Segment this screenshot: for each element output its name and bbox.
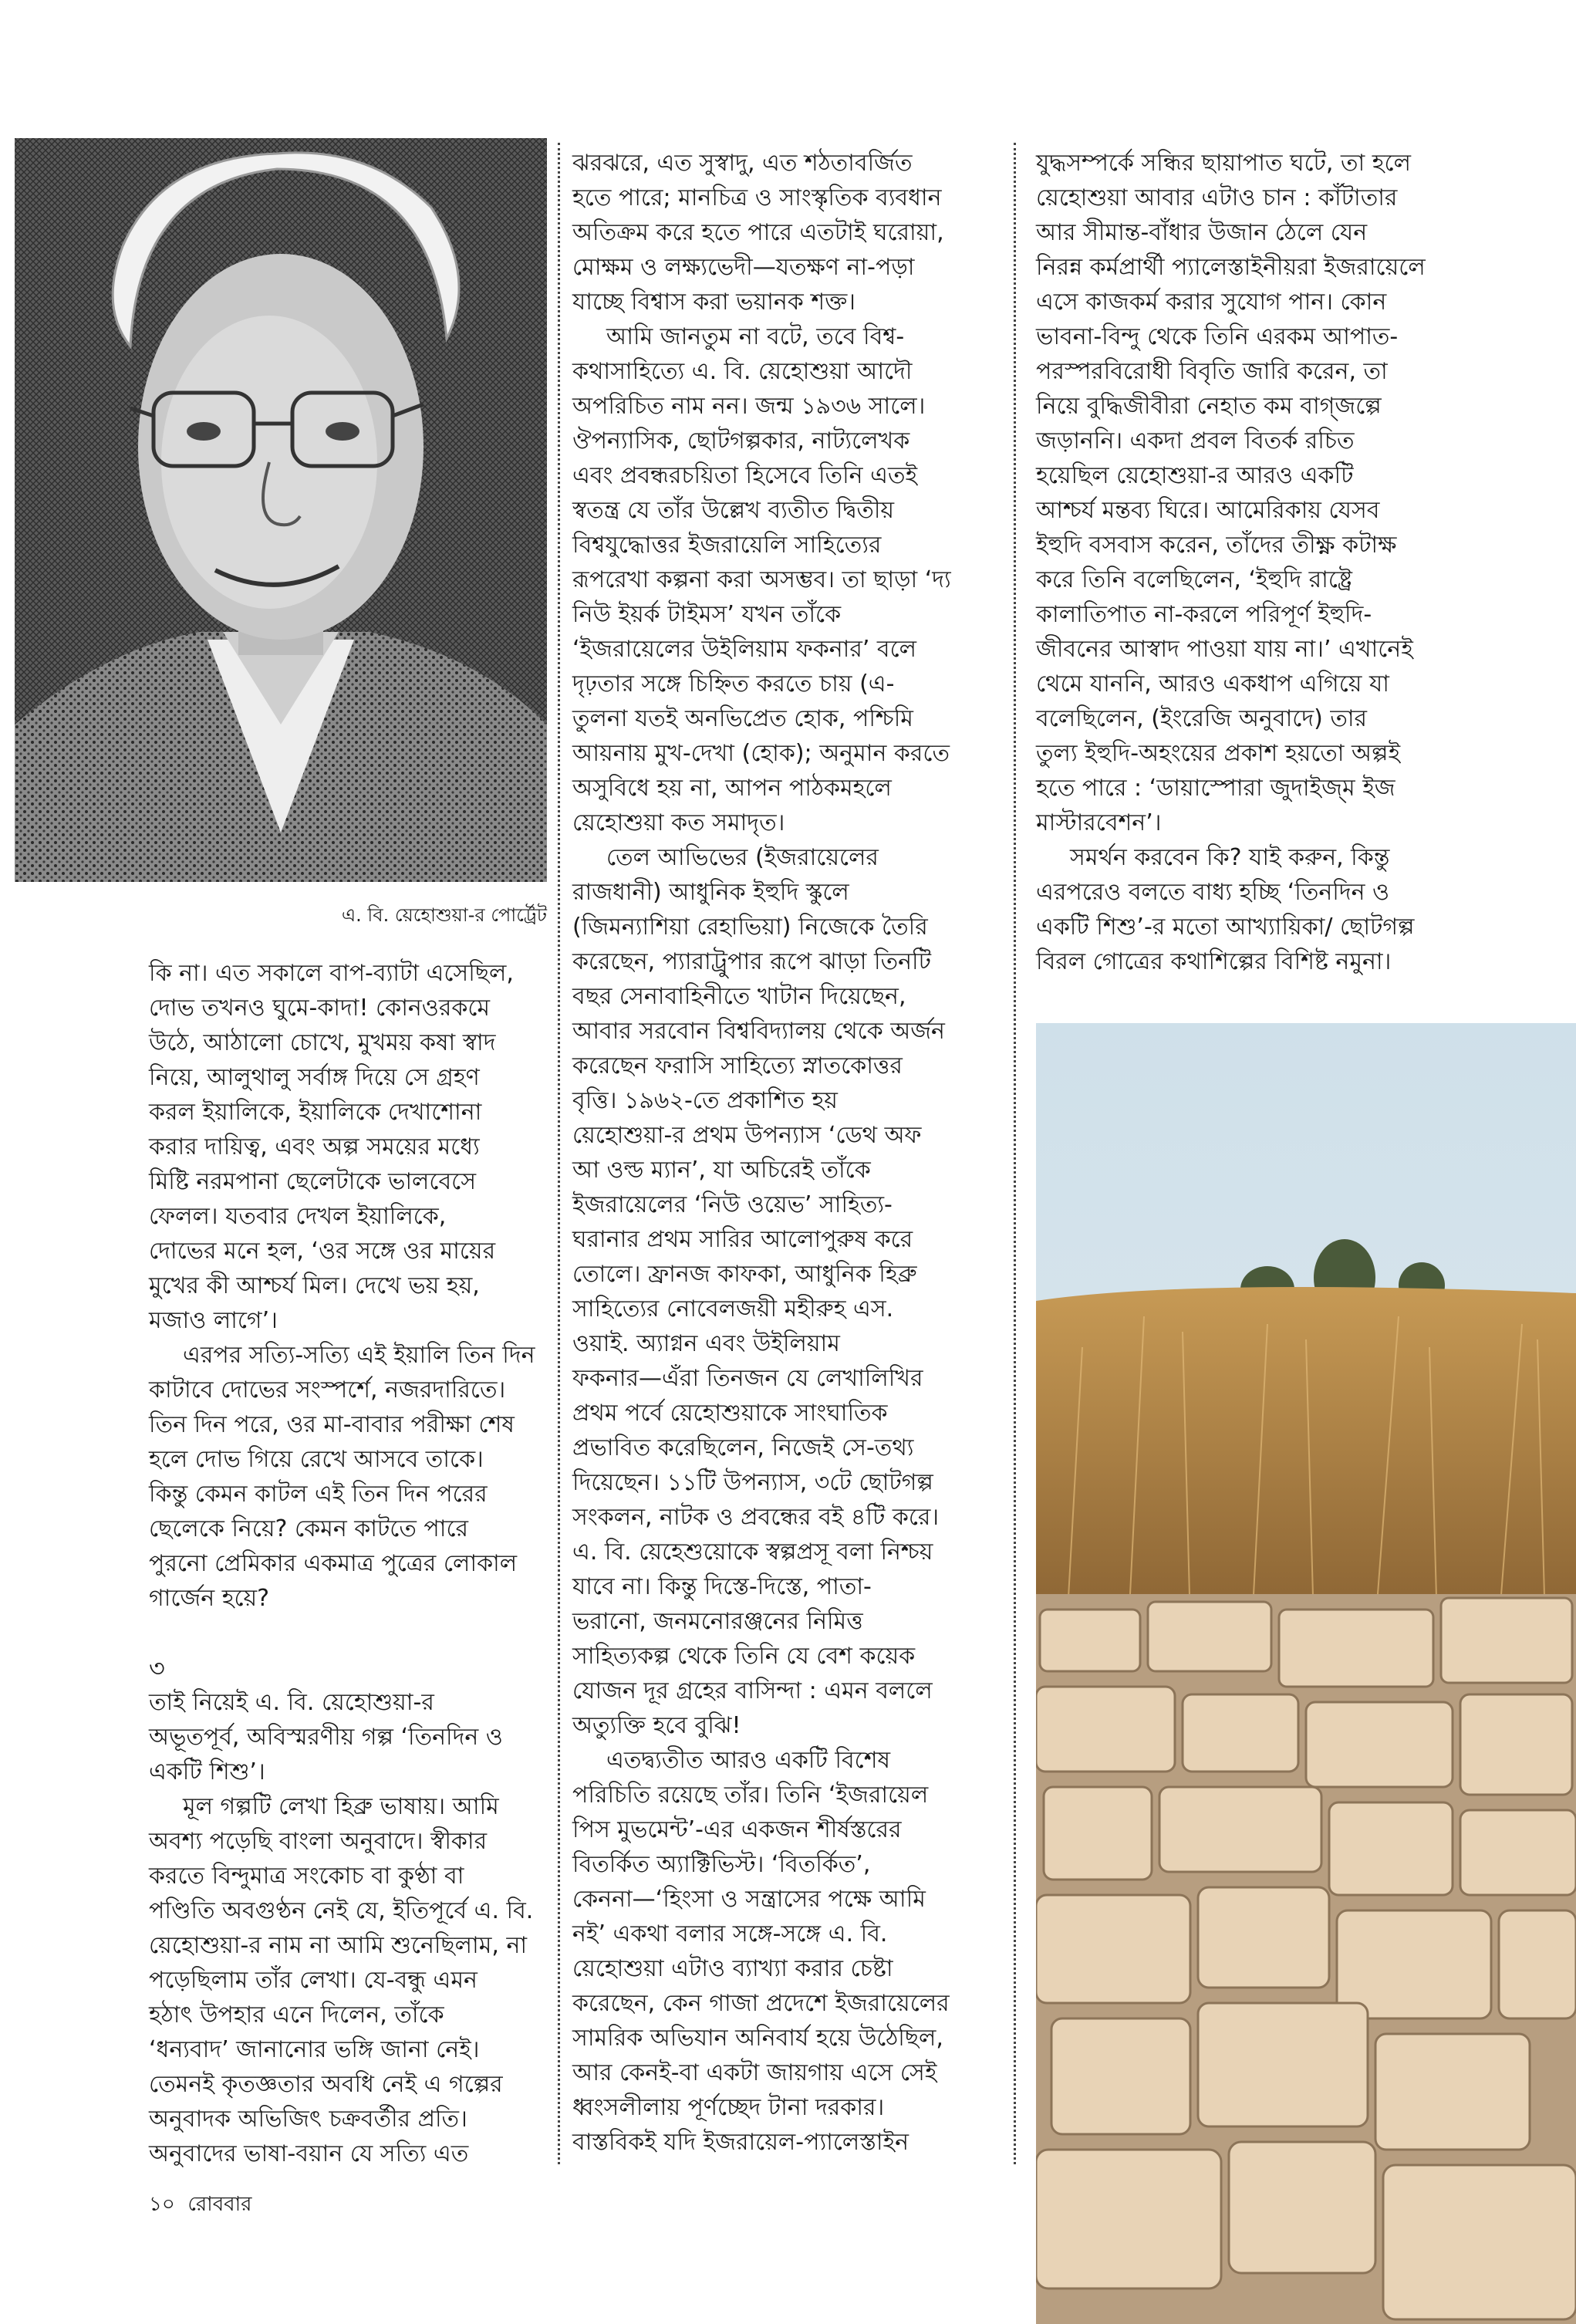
text-line: দোভের মনে হল, ‘ওর সঙ্গে ওর মায়ের [149, 1238, 496, 1265]
text-line: য়েহোশুয়া-র প্রথম উপন্যাস ‘ডেথ অফ [572, 1122, 922, 1149]
text-line: থেমে যাননি, আরও একধাপ এগিয়ে যা [1036, 671, 1389, 698]
section-number: ৩ [149, 1653, 165, 1683]
text-line: করেছেন ফরাসি সাহিত্যে স্নাতকোত্তর [572, 1052, 903, 1079]
text-line: হতে পারে : ‘ডায়াস্পোরা জুদাইজ্‌ম ইজ [1036, 775, 1395, 802]
text-line: ছেলেকে নিয়ে? কেমন কাটতে পারে [149, 1515, 469, 1542]
text-line: মুখের কী আশ্চর্য মিল। দেখে ভয় হয়, [149, 1272, 480, 1299]
text-line: তুল্য ইহুদি-অহংয়ের প্রকাশ হয়তো অল্পই [1036, 740, 1401, 767]
text-line: সংকলন, নাটক ও প্রবন্ধের বই ৪টি করে। [572, 1504, 940, 1531]
text-line: পড়েছিলাম তাঁর লেখা। যে-বন্ধু এমন [149, 1967, 478, 1994]
text-line: রাজধানী) আধুনিক ইহুদি স্কুলে [572, 879, 849, 906]
text-line: সাহিত্যকল্প থেকে তিনি যে বেশ কয়েক [572, 1643, 916, 1670]
text-line: যোজন দূর গ্রহের বাসিন্দা : এমন বললে [572, 1677, 933, 1704]
text-line: এবং প্রবন্ধরচয়িতা হিসেবে তিনি এতই [572, 462, 918, 489]
text-line: বিরল গোত্রের কথাশিল্পের বিশিষ্ট নমুনা। [1036, 948, 1392, 975]
text-line: মাস্টারবেশন’। [1036, 809, 1162, 836]
text-line: ‘ইজরায়েলের উইলিয়াম ফকনার’ বলে [572, 636, 917, 663]
text-line: আয়নায় মুখ-দেখা (হোক); অনুমান করতে [572, 740, 950, 767]
text-line: একটি শিশু’-র মতো আখ্যায়িকা/ ছোটগল্প [1036, 914, 1415, 941]
text-line: হতে পারে; মানচিত্র ও সাংস্কৃতিক ব্যবধান [572, 184, 942, 211]
text-line: পণ্ডিতি অবগুণ্ঠন নেই যে, ইতিপূর্বে এ. বি. [149, 1897, 534, 1924]
text-line: মজাও লাগে’। [149, 1307, 278, 1334]
text-line: আর সীমান্ত-বাঁধার উজান ঠেলে যেন [1036, 219, 1368, 246]
text-line: তেল আভিভের (ইজরায়েলের [606, 844, 879, 871]
text-line: তেমনই কৃতজ্ঞতার অবধি নেই এ গল্পের [149, 2071, 503, 2098]
text-line: নই’ একথা বলার সঙ্গে-সঙ্গে এ. বি. [572, 1920, 888, 1947]
page-number: ১০ [149, 2193, 175, 2216]
text-line: নিয়ে বুদ্ধিজীবীরা নেহাত কম বাগ্‌জল্পে [1036, 393, 1382, 420]
text-line: ‘ধন্যবাদ’ জানানোর ভঙ্গি জানা নেই। [149, 2036, 480, 2063]
text-line: আ ওল্ড ম্যান’, যা অচিরেই তাঁকে [572, 1157, 871, 1184]
text-line: অতিক্রম করে হতে পারে এতটাই ঘরোয়া, [572, 219, 944, 246]
text-line: আবার সরবোন বিশ্ববিদ্যালয় থেকে অর্জন [572, 1018, 945, 1045]
text-line: বিশ্বযুদ্ধোত্তর ইজরায়েলি সাহিত্যের [572, 532, 882, 559]
text-line: ওয়াই. অ্যাগ্নন এবং উইলিয়াম [572, 1330, 840, 1357]
stone-wall-photo [1036, 1023, 1576, 2324]
text-line: এসে কাজকর্ম করার সুযোগ পান। কোন [1036, 289, 1387, 316]
text-line: ঘরানার প্রথম সারির আলোপুরুষ করে [572, 1226, 913, 1253]
text-line: দৃঢ়তার সঙ্গে চিহ্নিত করতে চায় (এ- [572, 671, 895, 698]
text-line: প্রথম পর্বে য়েহোশুয়াকে সাংঘাতিক [572, 1400, 888, 1427]
text-line: য়েহোশুয়া এটাও ব্যাখ্যা করার চেষ্টা [572, 1955, 893, 1982]
text-line: কথাসাহিত্যে এ. বি. য়েহোশুয়া আদৌ [572, 358, 913, 385]
text-line: এরপরেও বলতে বাধ্য হচ্ছি ‘তিনদিন ও [1036, 879, 1390, 906]
text-line: মূল গল্পটি লেখা হিব্রু ভাষায়। আমি [183, 1793, 499, 1820]
page-footer [149, 2188, 252, 2222]
text-line: আর কেনই-বা একটা জায়গায় এসে সেই [572, 2059, 937, 2086]
text-line: ধ্বংসলীলায় পূর্ণচ্ছেদ টানা দরকার। [572, 2094, 885, 2121]
text-line: অত্যুক্তি হবে বুঝি! [572, 1712, 741, 1739]
text-line: কালাতিপাত না-করলে পরিপূর্ণ ইহুদি- [1036, 601, 1372, 628]
text-line: ইহুদি বসবাস করেন, তাঁদের তীক্ষ্ণ কটাক্ষ [1036, 532, 1397, 559]
text-line: যুদ্ধসম্পর্কে সন্ধির ছায়াপাত ঘটে, তা হলে [1036, 150, 1411, 177]
text-line: করতে বিন্দুমাত্র সংকোচ বা কুণ্ঠা বা [149, 1863, 464, 1890]
text-line: পিস মুভমেন্ট’-এর একজন শীর্ষস্তরের [572, 1816, 902, 1843]
text-line: সমর্থন করবেন কি? যাই করুন, কিন্তু [1070, 844, 1390, 871]
text-line: একটি শিশু’। [149, 1758, 265, 1785]
text-line: অনুবাদের ভাষা-বয়ান যে সত্যি এত [149, 2140, 469, 2167]
text-line: এতদ্ব্যতীত আরও একটি বিশেষ [606, 1747, 891, 1774]
text-line: পরস্পরবিরোধী বিবৃতি জারি করেন, তা [1036, 358, 1388, 385]
column-divider [1014, 143, 1016, 2164]
text-line: দোভ তখনও ঘুমে-কাদা! কোনওরকমে [149, 995, 491, 1022]
text-line: ঔপন্যাসিক, ছোটগল্পকার, নাট্যলেখক [572, 427, 910, 454]
text-line: নিয়ে, আলুথালু সর্বাঙ্গ দিয়ে সে গ্রহণ [149, 1064, 480, 1091]
text-line: তোলে। ফ্রানজ কাফকা, আধুনিক হিব্রু [572, 1261, 917, 1288]
portrait-caption: এ. বি. য়েহোশুয়া-র পোর্ট্রেট [341, 904, 547, 926]
text-line: কাটাবে দোভের সংস্পর্শে, নজরদারিতে। [149, 1376, 506, 1404]
text-line: ফেলল। যতবার দেখল ইয়ালিকে, [149, 1203, 447, 1230]
text-line: বছর সেনাবাহিনীতে খাটান দিয়েছেন, [572, 983, 906, 1010]
text-line: কিন্তু কেমন কাটল এই তিন দিন পরের [149, 1481, 488, 1508]
text-line: হলে দোভ গিয়ে রেখে আসবে তাকে। [149, 1446, 484, 1473]
magazine-name: রোববার [187, 2193, 252, 2216]
text-line: কি না। এত সকালে বাপ-ব্যাটা এসেছিল, [149, 960, 514, 987]
text-line: হয়েছিল য়েহোশুয়া-র আরও একটি [1036, 462, 1354, 489]
text-line: তাই নিয়েই এ. বি. য়েহোশুয়া-র [149, 1689, 434, 1716]
text-line: স্বতন্ত্র যে তাঁর উল্লেখ ব্যতীত দ্বিতীয় [572, 497, 895, 524]
text-line: তুলনা যতই অনভিপ্রেত হোক, পশ্চিমি [572, 705, 913, 732]
text-line: দিয়েছেন। ১১টি উপন্যাস, ৩টে ছোটগল্প [572, 1469, 933, 1496]
text-line: জড়াননি। একদা প্রবল বিতর্ক রচিত [1036, 427, 1355, 454]
text-line: জীবনের আস্বাদ পাওয়া যায় না।’ এখানেই [1036, 636, 1413, 663]
text-line: (জিমন্যাশিয়া রেহাভিয়া) নিজেকে তৈরি [572, 914, 928, 941]
text-line: মিষ্টি নরমপানা ছেলেটাকে ভালবেসে [149, 1168, 477, 1195]
text-line: ইজরায়েলের ‘নিউ ওয়েভ’ সাহিত্য- [572, 1191, 893, 1218]
text-line: বলেছিলেন, (ইংরেজি অনুবাদে) তার [1036, 705, 1368, 732]
text-line: করল ইয়ালিকে, ইয়ালিকে দেখাশোনা [149, 1099, 482, 1126]
text-line: য়েহোশুয়া-র নাম না আমি শুনেছিলাম, না [149, 1932, 528, 1959]
text-line: য়েহোশুয়া আবার এটাও চান : কাঁটাতার [1036, 184, 1398, 211]
text-line: উঠে, আঠালো চোখে, মুখময় কষা স্বাদ [149, 1029, 496, 1056]
text-line: রূপরেখা কল্পনা করা অসম্ভব। তা ছাড়া ‘দ্য [572, 566, 951, 593]
text-line: হঠাৎ উপহার এনে দিলেন, তাঁকে [149, 2001, 444, 2028]
text-line: নিউ ইয়র্ক টাইমস’ যখন তাঁকে [572, 601, 842, 628]
text-line: করার দায়িত্ব, এবং অল্প সময়ের মধ্যে [149, 1133, 480, 1160]
text-line: প্রভাবিত করেছিলেন, নিজেই সে-তথ্য [572, 1434, 914, 1461]
text-line: নিরন্ন কর্মপ্রার্থী প্যালেস্তাইনীয়রা ইজরায়েলে [1036, 254, 1426, 281]
text-line: মোক্ষম ও লক্ষ্যভেদী—যতক্ষণ না-পড়া [572, 254, 915, 281]
text-line: তিন দিন পরে, ওর মা-বাবার পরীক্ষা শেষ [149, 1411, 515, 1438]
text-line: গার্জেন হয়ে? [149, 1585, 270, 1612]
text-line: সাহিত্যের নোবেলজয়ী মহীরুহ এস. [572, 1295, 894, 1322]
text-line: ঝরঝরে, এত সুস্বাদু, এত শঠতাবর্জিত [572, 150, 913, 177]
text-line: পরিচিতি রয়েছে তাঁর। তিনি ‘ইজরায়েল [572, 1782, 929, 1809]
text-line: ভরানো, জনমনোরঞ্জনের নিমিত্ত [572, 1608, 863, 1635]
text-line: আশ্চর্য মন্তব্য ঘিরে। আমেরিকায় যেসব [1036, 497, 1380, 524]
text-line: এরপর সত্যি-সত্যি এই ইয়ালি তিন দিন [183, 1342, 535, 1369]
text-line: য়েহোশুয়া কত সমাদৃত। [572, 809, 785, 836]
text-line: অনুবাদক অভিজিৎ চক্রবর্তীর প্রতি। [149, 2106, 467, 2133]
text-line: যাচ্ছে বিশ্বাস করা ভয়ানক শক্ত। [572, 289, 855, 316]
text-line: পুরনো প্রেমিকার একমাত্র পুত্রের লোকাল [149, 1550, 518, 1577]
text-line: করে তিনি বলেছিলেন, ‘ইহুদি রাষ্ট্রে [1036, 566, 1352, 593]
text-line: যাবে না। কিন্তু দিস্তে-দিস্তে, পাতা- [572, 1573, 872, 1600]
text-line: সামরিক অভিযান অনিবার্য হয়ে উঠেছিল, [572, 2025, 943, 2052]
text-line: ভাবনা-বিন্দু থেকে তিনি এরকম আপাত- [1036, 323, 1399, 350]
author-portrait-illustration [15, 138, 547, 882]
text-line: করেছেন, কেন গাজা প্রদেশে ইজরায়েলের [572, 1990, 950, 2017]
text-line: অভূতপূর্ব, অবিস্মরণীয় গল্প ‘তিনদিন ও [149, 1724, 503, 1751]
text-line: আমি জানতুম না বটে, তবে বিশ্ব- [606, 323, 905, 350]
text-line: অসুবিধে হয় না, আপন পাঠকমহলে [572, 775, 892, 802]
text-line: অপরিচিত নাম নন। জন্ম ১৯৩৬ সালে। [572, 393, 926, 420]
text-line: বৃত্তি। ১৯৬২-তে প্রকাশিত হয় [572, 1087, 838, 1114]
column-divider [558, 143, 560, 2164]
text-line: ফকনার—এঁরা তিনজন যে লেখালিখির [572, 1365, 923, 1392]
text-line: অবশ্য পড়েছি বাংলা অনুবাদে। স্বীকার [149, 1828, 488, 1855]
text-line: কেননা—‘হিংসা ও সন্ত্রাসের পক্ষে আমি [572, 1886, 926, 1913]
text-line: বিতর্কিত অ্যাক্টিভিস্ট। ‘বিতর্কিত’, [572, 1851, 871, 1878]
text-line: করেছেন, প্যারাট্রুপার রূপে ঝাড়া তিনটি [572, 948, 931, 975]
text-line: বাস্তবিকই যদি ইজরায়েল-প্যালেস্তাইন [572, 2129, 909, 2156]
text-line: এ. বি. য়েহেশুয়োকে স্বল্পপ্রসূ বলা নিশ্চয় [572, 1539, 933, 1566]
